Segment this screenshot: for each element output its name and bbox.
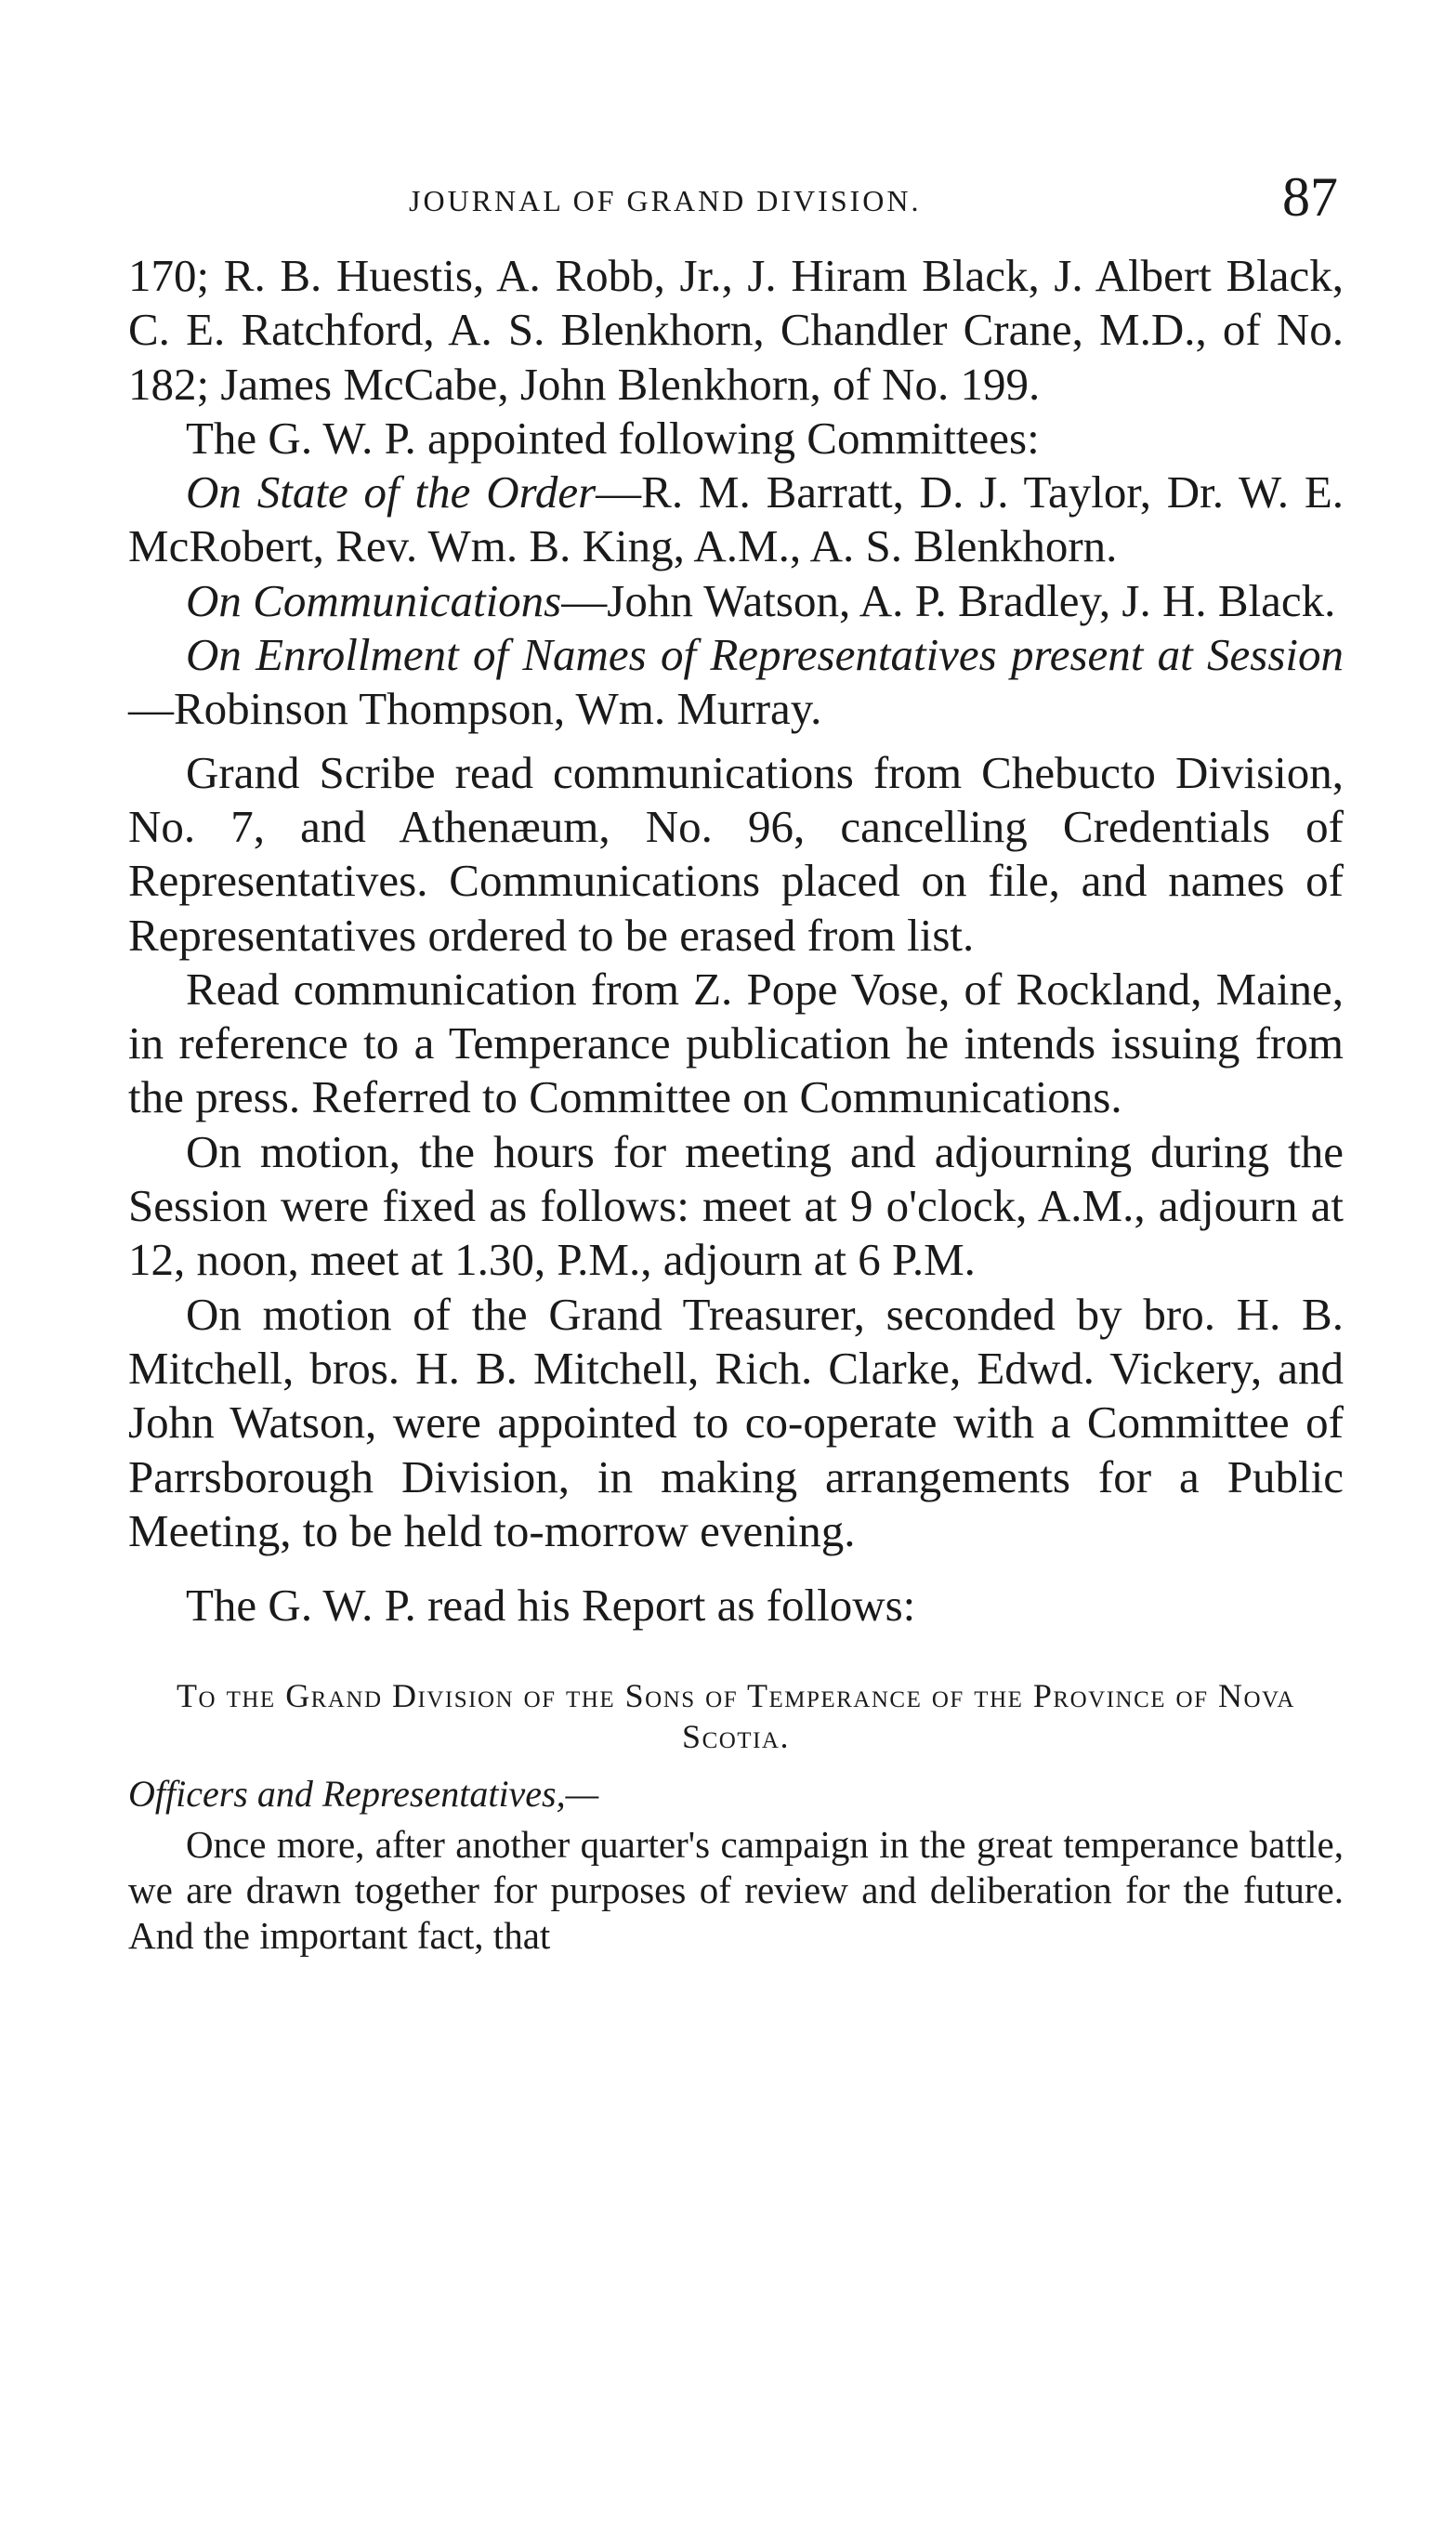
running-head: JOURNAL OF GRAND DIVISION.: [409, 184, 922, 217]
report-address: To the Grand Division of the Sons of Temperance of the Province of Nova Scotia.: [177, 1677, 1295, 1756]
grand-scribe-paragraph: Grand Scribe read communications from Chebucto Division, No. 7, and Athenæum, No. 96, cancelling Credentials of Representatives. Communications placed on file, and names of Representatives ordered to be erased from list.: [128, 746, 1344, 961]
report-intro-paragraph: The G. W. P. read his Report as follows:: [186, 1580, 916, 1632]
committee-members: —R. M. Barratt, D. J. Taylor, Dr. W. E. McRobert, Rev. Wm. B. King, A.M., A. S. Blenkhorn.: [128, 466, 1345, 572]
page-number: 87: [1282, 166, 1338, 228]
public-meeting-paragraph: On motion of the Grand Treasurer, seconded by bro. H. B. Mitchell, bros. H. B. Mitchell, Rich. Clarke, Edwd. Vickery, and John Watson, were appointed to co-operate with a Committee of Parrsborough Division, in making arrangements for a Public Meeting, to be held to-morrow evening.: [128, 1288, 1344, 1556]
report-opening-paragraph: Once more, after another quarter's campaign in the great temperance battle, we are drawn together for purposes of review and deliberation for the future. And the important fact, that: [128, 1823, 1344, 1958]
session-hours-paragraph: On motion, the hours for meeting and adjourning during the Session were fixed as follows: meet at 9 o'clock, A.M., adjourn at 12, noon, meet at 1.30, P.M., adjourn at 6 P.M.: [128, 1125, 1344, 1286]
continued-list-paragraph: 170; R. B. Huestis, A. Robb, Jr., J. Hiram Black, J. Albert Black, C. E. Ratchford, A. S. Blenkhorn, Chandler Crane, M.D., of No. 182; James McCabe, John Blenkhorn, of No. 199.: [128, 250, 1344, 410]
committee-members: —Robinson Thompson, Wm. Murray.: [128, 683, 822, 735]
committee-state-of-order: [128, 466, 1344, 574]
text-column: [128, 249, 1344, 1959]
committee-title: On Enrollment of Names of Representatives present at Session: [186, 629, 1344, 681]
committee-communications: [128, 574, 1344, 628]
committees-intro-paragraph: The G. W. P. appointed following Committees:: [186, 412, 1040, 464]
committee-title: On Communications: [186, 574, 562, 626]
committee-title: On State of the Order: [186, 466, 597, 518]
vose-communication-paragraph: Read communication from Z. Pope Vose, of Rockland, Maine, in reference to a Temperance publication he intends issuing from the press. Referred to Committee on Communications.: [128, 963, 1344, 1123]
committee-members: —John Watson, A. P. Bradley, J. H. Black.: [561, 574, 1336, 626]
committee-enrollment: [128, 628, 1344, 737]
report-salutation: Officers and Representatives,—: [128, 1773, 599, 1816]
